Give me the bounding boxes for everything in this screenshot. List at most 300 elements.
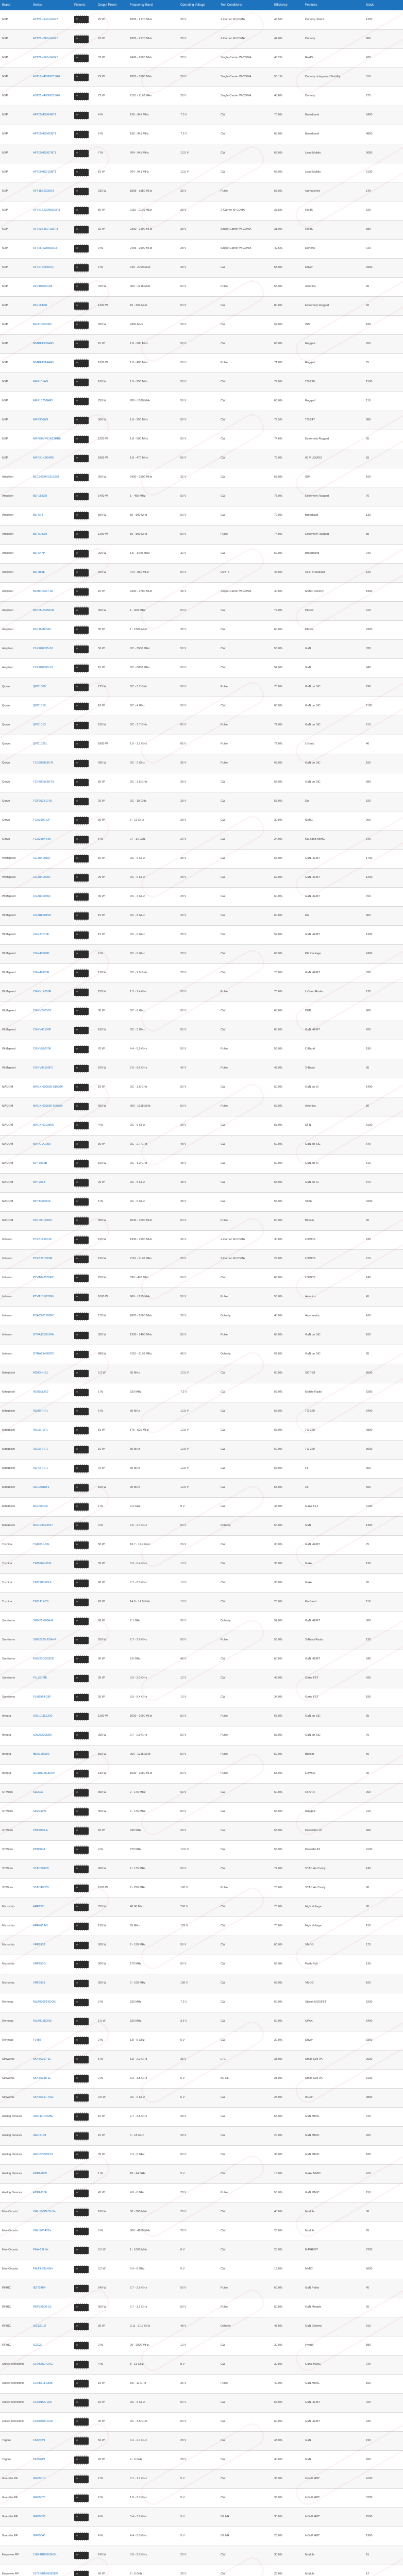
chip-image[interactable] bbox=[72, 716, 96, 735]
table-row[interactable] bbox=[0, 182, 403, 201]
series-link[interactable]: MRFE6VP61K25HR6 bbox=[33, 437, 61, 440]
chip-image[interactable] bbox=[72, 2069, 96, 2088]
table-row[interactable] bbox=[0, 411, 403, 430]
series-link[interactable]: AFT05MS006NT1 bbox=[33, 132, 57, 135]
table-row[interactable] bbox=[0, 1192, 403, 1211]
series-link[interactable]: FLL351ME bbox=[33, 1676, 47, 1680]
series-link[interactable]: BLM9D2327-60 bbox=[33, 590, 54, 593]
table-row[interactable] bbox=[0, 2469, 403, 2488]
series-link[interactable]: TGA2594-HM bbox=[33, 838, 51, 841]
chip-image[interactable] bbox=[72, 620, 96, 639]
table-row[interactable] bbox=[0, 1936, 403, 1955]
series-link[interactable]: BLF888E bbox=[33, 571, 45, 574]
chip-image[interactable] bbox=[72, 1897, 96, 1917]
chip-image[interactable] bbox=[72, 1802, 96, 1821]
table-row[interactable] bbox=[0, 2412, 403, 2431]
series-link[interactable]: A2T21H360-24SR6 bbox=[33, 37, 58, 40]
table-row[interactable] bbox=[0, 1135, 403, 1154]
chip-image[interactable] bbox=[72, 2393, 96, 2412]
table-row[interactable] bbox=[0, 29, 403, 48]
chip-image[interactable] bbox=[72, 1535, 96, 1554]
table-row[interactable] bbox=[0, 2374, 403, 2393]
chip-image[interactable] bbox=[72, 582, 96, 601]
series-link[interactable]: CG2H40045F bbox=[33, 895, 51, 898]
chip-image[interactable] bbox=[72, 2279, 96, 2298]
chip-image[interactable] bbox=[72, 125, 96, 144]
chip-image[interactable] bbox=[72, 1021, 96, 1040]
series-link[interactable]: ILD1011M130HV bbox=[33, 1772, 55, 1775]
table-row[interactable] bbox=[0, 2450, 403, 2469]
chip-image[interactable] bbox=[72, 1993, 96, 2012]
series-link[interactable]: MMRF1314HR5 bbox=[33, 361, 54, 364]
chip-image[interactable] bbox=[72, 639, 96, 658]
table-row[interactable] bbox=[0, 2488, 403, 2507]
table-row[interactable] bbox=[0, 1631, 403, 1650]
chip-image[interactable] bbox=[72, 677, 96, 697]
chip-image[interactable] bbox=[72, 1783, 96, 1802]
table-row[interactable] bbox=[0, 1097, 403, 1116]
series-link[interactable]: ZHL-100W-52-S+ bbox=[33, 2210, 56, 2213]
chip-image[interactable] bbox=[72, 754, 96, 773]
table-row[interactable] bbox=[0, 944, 403, 963]
chip-image[interactable] bbox=[72, 1268, 96, 1287]
chip-image[interactable] bbox=[72, 2222, 96, 2241]
series-link[interactable]: RD15HVF1 bbox=[33, 1429, 48, 1432]
table-row[interactable] bbox=[0, 1249, 403, 1268]
table-row[interactable] bbox=[0, 582, 403, 601]
series-link[interactable]: TIM1414-20 bbox=[33, 1600, 49, 1603]
table-row[interactable] bbox=[0, 1421, 403, 1440]
series-link[interactable]: MMRF1305HR5 bbox=[33, 342, 54, 345]
chip-image[interactable] bbox=[72, 887, 96, 906]
table-row[interactable] bbox=[0, 1821, 403, 1840]
series-link[interactable]: IC2020 bbox=[33, 2344, 43, 2347]
chip-image[interactable] bbox=[72, 1764, 96, 1783]
table-row[interactable] bbox=[0, 830, 403, 849]
series-link[interactable]: CGHV40100F bbox=[33, 1028, 52, 1031]
series-link[interactable]: CGHV27030S bbox=[33, 1009, 52, 1012]
chip-image[interactable] bbox=[72, 220, 96, 239]
table-row[interactable] bbox=[0, 1516, 403, 1535]
series-link[interactable]: FLM5964-25F bbox=[33, 1696, 52, 1699]
series-link[interactable]: CLF1G0060-10 bbox=[33, 666, 53, 669]
series-link[interactable]: 2171-BBM5K8CEM bbox=[33, 2572, 58, 2575]
table-row[interactable] bbox=[0, 2355, 403, 2374]
table-row[interactable] bbox=[0, 1478, 403, 1497]
series-link[interactable]: HMC7149 bbox=[33, 2134, 46, 2137]
series-link[interactable]: STAC2942B bbox=[33, 1867, 49, 1870]
table-row[interactable] bbox=[0, 1745, 403, 1764]
table-row[interactable] bbox=[0, 1211, 403, 1230]
column-header[interactable]: Pictures bbox=[74, 4, 86, 7]
series-link[interactable]: T1G2028536-FL bbox=[33, 761, 55, 765]
series-link[interactable]: BLF184XR bbox=[33, 304, 47, 307]
chip-image[interactable] bbox=[72, 2317, 96, 2336]
chip-image[interactable] bbox=[72, 1955, 96, 1974]
table-row[interactable] bbox=[0, 1268, 403, 1287]
series-link[interactable]: CHK015A-QIA bbox=[33, 2401, 52, 2404]
series-link[interactable]: GRF5536 bbox=[33, 2515, 46, 2518]
series-link[interactable]: CLF1G0035-50 bbox=[33, 647, 53, 650]
chip-image[interactable] bbox=[72, 315, 96, 334]
chip-image[interactable] bbox=[72, 334, 96, 353]
table-row[interactable] bbox=[0, 2031, 403, 2050]
chip-image[interactable] bbox=[72, 2431, 96, 2450]
series-link[interactable]: BLP15M9S30 bbox=[33, 628, 51, 631]
chip-image[interactable] bbox=[72, 1917, 96, 1936]
series-link[interactable]: MRF101AN bbox=[33, 380, 48, 383]
series-link[interactable]: MHT1003NR3 bbox=[33, 323, 52, 326]
column-header[interactable]: Efficiency bbox=[274, 4, 288, 7]
table-row[interactable] bbox=[0, 2298, 403, 2317]
chip-image[interactable] bbox=[72, 697, 96, 716]
table-row[interactable] bbox=[0, 372, 403, 392]
series-link[interactable]: CHA6552-QXG bbox=[33, 2363, 53, 2366]
table-row[interactable] bbox=[0, 1440, 403, 1459]
series-link[interactable]: BLC2425M10LS250 bbox=[33, 476, 59, 479]
chip-image[interactable] bbox=[72, 277, 96, 296]
chip-image[interactable] bbox=[72, 2107, 96, 2126]
chip-image[interactable] bbox=[72, 144, 96, 163]
table-row[interactable] bbox=[0, 677, 403, 697]
chip-image[interactable] bbox=[72, 525, 96, 544]
chip-image[interactable] bbox=[72, 2565, 96, 2576]
series-link[interactable]: QPD1013 bbox=[33, 723, 46, 726]
chip-image[interactable] bbox=[72, 449, 96, 468]
chip-image[interactable] bbox=[72, 544, 96, 563]
chip-image[interactable] bbox=[72, 1859, 96, 1878]
series-link[interactable]: GRF5020 bbox=[33, 2496, 46, 2499]
table-row[interactable] bbox=[0, 258, 403, 277]
series-link[interactable]: VRF3933 bbox=[33, 1981, 45, 1985]
chip-image[interactable] bbox=[72, 296, 96, 315]
series-link[interactable]: CGH40006P bbox=[33, 952, 49, 955]
series-link[interactable]: TA8232N bbox=[33, 2439, 45, 2442]
table-row[interactable] bbox=[0, 773, 403, 792]
series-link[interactable]: BLF647P bbox=[33, 552, 45, 555]
series-link[interactable]: TGI1011-50L bbox=[33, 1543, 50, 1546]
chip-image[interactable] bbox=[72, 1821, 96, 1840]
chip-image[interactable] bbox=[72, 2298, 96, 2317]
table-row[interactable] bbox=[0, 2527, 403, 2546]
table-row[interactable] bbox=[0, 1059, 403, 1078]
column-header[interactable]: Features bbox=[305, 4, 317, 7]
series-link[interactable]: QPD1025L bbox=[33, 742, 47, 745]
table-row[interactable] bbox=[0, 125, 403, 144]
table-row[interactable] bbox=[0, 1326, 403, 1345]
table-row[interactable] bbox=[0, 468, 403, 487]
table-row[interactable] bbox=[0, 1974, 403, 1993]
table-row[interactable] bbox=[0, 506, 403, 525]
series-link[interactable]: SKY66318-11 bbox=[33, 2077, 51, 2080]
table-row[interactable] bbox=[0, 1859, 403, 1878]
chip-image[interactable] bbox=[72, 1097, 96, 1116]
chip-image[interactable] bbox=[72, 1554, 96, 1573]
series-link[interactable]: AFT05MS004NT1 bbox=[33, 113, 57, 116]
chip-image[interactable] bbox=[72, 1650, 96, 1669]
table-row[interactable] bbox=[0, 639, 403, 658]
series-link[interactable]: VRF151G bbox=[33, 1962, 46, 1965]
table-row[interactable] bbox=[0, 144, 403, 163]
series-link[interactable]: CGHV59070F bbox=[33, 1047, 52, 1050]
series-link[interactable]: CHA8611-QDB bbox=[33, 2382, 53, 2385]
table-row[interactable] bbox=[0, 2260, 403, 2279]
chip-image[interactable] bbox=[72, 1936, 96, 1955]
table-row[interactable] bbox=[0, 334, 403, 353]
series-link[interactable]: IB0912M500 bbox=[33, 1753, 49, 1756]
series-link[interactable]: MAGX-001090-600L00 bbox=[33, 1105, 63, 1108]
series-link[interactable]: A3T21H400W23SR6 bbox=[33, 94, 60, 97]
series-link[interactable]: BLP05H6350XR bbox=[33, 609, 55, 612]
table-row[interactable] bbox=[0, 563, 403, 582]
table-row[interactable] bbox=[0, 1497, 403, 1516]
series-link[interactable]: TGF2023-2-05 bbox=[33, 800, 52, 803]
table-row[interactable] bbox=[0, 2183, 403, 2202]
chip-image[interactable] bbox=[72, 2031, 96, 2050]
series-link[interactable]: CG2H40010F bbox=[33, 857, 51, 860]
table-row[interactable] bbox=[0, 1955, 403, 1974]
chip-image[interactable] bbox=[72, 1421, 96, 1440]
table-row[interactable] bbox=[0, 2317, 403, 2336]
chip-image[interactable] bbox=[72, 849, 96, 868]
series-link[interactable]: HMC8205BF10 bbox=[33, 2153, 53, 2156]
series-link[interactable]: QPD1008 bbox=[33, 685, 46, 688]
chip-image[interactable] bbox=[72, 1307, 96, 1326]
chip-image[interactable] bbox=[72, 487, 96, 506]
table-row[interactable] bbox=[0, 1993, 403, 2012]
table-row[interactable] bbox=[0, 1287, 403, 1307]
chip-image[interactable] bbox=[72, 830, 96, 849]
table-row[interactable] bbox=[0, 982, 403, 1002]
table-row[interactable] bbox=[0, 544, 403, 563]
table-row[interactable] bbox=[0, 2393, 403, 2412]
chip-image[interactable] bbox=[72, 2164, 96, 2183]
series-link[interactable]: AFT26HW050SR3 bbox=[33, 247, 57, 250]
chip-image[interactable] bbox=[72, 1440, 96, 1459]
chip-image[interactable] bbox=[72, 1497, 96, 1516]
chip-image[interactable] bbox=[72, 1631, 96, 1650]
series-link[interactable]: GRF5545 bbox=[33, 2534, 46, 2537]
table-row[interactable] bbox=[0, 697, 403, 716]
table-row[interactable] bbox=[0, 716, 403, 735]
series-link[interactable]: PTVA042502EC bbox=[33, 1276, 54, 1279]
chip-image[interactable] bbox=[72, 1116, 96, 1135]
table-row[interactable] bbox=[0, 849, 403, 868]
chip-image[interactable] bbox=[72, 1002, 96, 1021]
series-link[interactable]: RQA0011DNS bbox=[33, 2020, 52, 2023]
chip-image[interactable] bbox=[72, 792, 96, 811]
series-link[interactable]: MGFS36E2527 bbox=[33, 1524, 53, 1527]
chip-image[interactable] bbox=[72, 2260, 96, 2279]
series-link[interactable]: ID21301D bbox=[33, 2325, 46, 2328]
series-link[interactable]: PXAC261702FC bbox=[33, 1314, 55, 1317]
chip-image[interactable] bbox=[72, 1154, 96, 1173]
series-link[interactable]: ADPA1106 bbox=[33, 2191, 47, 2194]
chip-image[interactable] bbox=[72, 2088, 96, 2107]
chip-image[interactable] bbox=[72, 1287, 96, 1307]
chip-image[interactable] bbox=[72, 372, 96, 392]
series-link[interactable]: ARF461AG bbox=[33, 1924, 48, 1927]
chip-image[interactable] bbox=[72, 982, 96, 1002]
series-link[interactable]: MRF13750HR5 bbox=[33, 399, 53, 402]
table-row[interactable] bbox=[0, 1802, 403, 1821]
chip-image[interactable] bbox=[72, 2012, 96, 2031]
table-row[interactable] bbox=[0, 2164, 403, 2183]
table-row[interactable] bbox=[0, 1554, 403, 1573]
chip-image[interactable] bbox=[72, 2527, 96, 2546]
table-row[interactable] bbox=[0, 1897, 403, 1917]
table-row[interactable] bbox=[0, 1040, 403, 1059]
chip-image[interactable] bbox=[72, 2374, 96, 2393]
chip-image[interactable] bbox=[72, 182, 96, 201]
series-link[interactable]: CGH40120F bbox=[33, 971, 49, 974]
table-row[interactable] bbox=[0, 1840, 403, 1859]
series-link[interactable]: GTRA214902FC bbox=[33, 1352, 55, 1355]
table-row[interactable] bbox=[0, 10, 403, 29]
series-link[interactable]: MRF300AN bbox=[33, 418, 48, 421]
chip-image[interactable] bbox=[72, 925, 96, 944]
series-link[interactable]: PMA3-83LNW+ bbox=[33, 2267, 54, 2270]
chip-image[interactable] bbox=[72, 1326, 96, 1345]
series-link[interactable]: TA3520N bbox=[33, 2458, 45, 2461]
series-link[interactable]: AFT27S006NT1 bbox=[33, 266, 54, 269]
chip-image[interactable] bbox=[72, 1040, 96, 1059]
table-row[interactable] bbox=[0, 1402, 403, 1421]
series-link[interactable]: AFT21S220W02SR3 bbox=[33, 209, 60, 212]
series-link[interactable]: RD16HHF1 bbox=[33, 1448, 48, 1451]
series-link[interactable]: AFT23S160-13SR3 bbox=[33, 228, 58, 231]
table-row[interactable] bbox=[0, 2222, 403, 2241]
chip-image[interactable] bbox=[72, 1840, 96, 1859]
chip-image[interactable] bbox=[72, 1059, 96, 1078]
chip-image[interactable] bbox=[72, 1573, 96, 1592]
table-row[interactable] bbox=[0, 201, 403, 220]
table-row[interactable] bbox=[0, 277, 403, 296]
table-row[interactable] bbox=[0, 2431, 403, 2450]
series-link[interactable]: VRF2933 bbox=[33, 1943, 45, 1946]
chip-image[interactable] bbox=[72, 29, 96, 48]
table-row[interactable] bbox=[0, 887, 403, 906]
series-link[interactable]: A2T26H165-24SR3 bbox=[33, 56, 58, 59]
series-link[interactable]: PD85004 bbox=[33, 1848, 45, 1851]
table-row[interactable] bbox=[0, 2107, 403, 2126]
chip-image[interactable] bbox=[72, 239, 96, 258]
chip-image[interactable] bbox=[72, 67, 96, 87]
series-link[interactable]: NPT1010B bbox=[33, 1162, 47, 1165]
table-row[interactable] bbox=[0, 2012, 403, 2031]
series-link[interactable]: CGHV96100F2 bbox=[33, 1066, 53, 1070]
chip-image[interactable] bbox=[72, 48, 96, 67]
table-row[interactable] bbox=[0, 1002, 403, 1021]
series-link[interactable]: TGA2590-CP bbox=[33, 819, 51, 822]
table-row[interactable] bbox=[0, 392, 403, 411]
table-row[interactable] bbox=[0, 1078, 403, 1097]
series-link[interactable]: CHK040A-SOA bbox=[33, 2420, 53, 2423]
table-row[interactable] bbox=[0, 2050, 403, 2069]
series-link[interactable]: BLF574 bbox=[33, 514, 43, 517]
table-row[interactable] bbox=[0, 239, 403, 258]
series-link[interactable]: T2G4005528-FS bbox=[33, 781, 55, 784]
chip-image[interactable] bbox=[72, 1478, 96, 1497]
chip-image[interactable] bbox=[72, 1249, 96, 1268]
table-row[interactable] bbox=[0, 2241, 403, 2260]
chip-image[interactable] bbox=[72, 10, 96, 29]
table-row[interactable] bbox=[0, 48, 403, 67]
table-row[interactable] bbox=[0, 1707, 403, 1726]
series-link[interactable]: GRF5010 bbox=[33, 2477, 46, 2480]
series-link[interactable]: BLF188XR bbox=[33, 495, 47, 498]
table-row[interactable] bbox=[0, 2145, 403, 2164]
series-link[interactable]: HMC1114PM5E bbox=[33, 2115, 54, 2118]
series-link[interactable]: MAPC-A1000 bbox=[33, 1143, 51, 1146]
series-link[interactable]: SD2942W bbox=[33, 1810, 46, 1813]
table-row[interactable] bbox=[0, 601, 403, 620]
chip-image[interactable] bbox=[72, 163, 96, 182]
table-row[interactable] bbox=[0, 2565, 403, 2576]
table-row[interactable] bbox=[0, 754, 403, 773]
series-link[interactable]: RD06HHF1 bbox=[33, 1410, 48, 1413]
table-row[interactable] bbox=[0, 906, 403, 925]
series-link[interactable]: AFT09MS007NT1 bbox=[33, 151, 57, 155]
chip-image[interactable] bbox=[72, 2241, 96, 2260]
chip-image[interactable] bbox=[72, 2450, 96, 2469]
series-link[interactable]: PHA-13LN+ bbox=[33, 2248, 49, 2251]
chip-image[interactable] bbox=[72, 2507, 96, 2527]
table-row[interactable] bbox=[0, 1650, 403, 1669]
column-header[interactable]: Operating Voltage bbox=[180, 4, 206, 7]
chip-image[interactable] bbox=[72, 658, 96, 677]
table-row[interactable] bbox=[0, 1535, 403, 1554]
table-row[interactable] bbox=[0, 735, 403, 754]
series-link[interactable]: TIM5964-35SL bbox=[33, 1562, 53, 1565]
series-link[interactable]: SKY65017-70LF bbox=[33, 2096, 55, 2099]
series-link[interactable]: EGN26C030I2D bbox=[33, 1657, 54, 1660]
series-link[interactable]: MAGX-000035-01000P bbox=[33, 1086, 63, 1089]
series-link[interactable]: SD2932 bbox=[33, 1791, 44, 1794]
series-link[interactable]: ZHL-5W-422+ bbox=[33, 2229, 52, 2232]
table-row[interactable] bbox=[0, 1726, 403, 1745]
table-row[interactable] bbox=[0, 2202, 403, 2222]
series-link[interactable]: CGH27015F bbox=[33, 933, 49, 936]
chip-image[interactable] bbox=[72, 2145, 96, 2164]
table-row[interactable] bbox=[0, 963, 403, 982]
column-header[interactable]: Test Conditions bbox=[221, 4, 242, 7]
table-row[interactable] bbox=[0, 1459, 403, 1478]
chip-image[interactable] bbox=[72, 411, 96, 430]
series-link[interactable]: SKY66297-11 bbox=[33, 2058, 51, 2061]
table-row[interactable] bbox=[0, 1230, 403, 1249]
table-row[interactable] bbox=[0, 1173, 403, 1192]
chip-image[interactable] bbox=[72, 1135, 96, 1154]
table-row[interactable] bbox=[0, 430, 403, 449]
table-row[interactable] bbox=[0, 106, 403, 125]
chip-image[interactable] bbox=[72, 87, 96, 106]
table-row[interactable] bbox=[0, 1917, 403, 1936]
series-link[interactable]: STAC4932B bbox=[33, 1886, 49, 1889]
chip-image[interactable] bbox=[72, 601, 96, 620]
column-header[interactable]: Output Power bbox=[98, 4, 117, 7]
series-link[interactable]: RD01MUS2 bbox=[33, 1391, 48, 1394]
chip-image[interactable] bbox=[72, 1345, 96, 1364]
series-link[interactable]: AFT18S230SR3 bbox=[33, 190, 54, 193]
chip-image[interactable] bbox=[72, 906, 96, 925]
table-row[interactable] bbox=[0, 1764, 403, 1783]
table-row[interactable] bbox=[0, 1688, 403, 1707]
series-link[interactable]: NPTB00004A bbox=[33, 1200, 51, 1203]
table-row[interactable] bbox=[0, 1116, 403, 1135]
series-link[interactable]: PTFB191501F bbox=[33, 1238, 52, 1241]
chip-image[interactable] bbox=[72, 201, 96, 220]
